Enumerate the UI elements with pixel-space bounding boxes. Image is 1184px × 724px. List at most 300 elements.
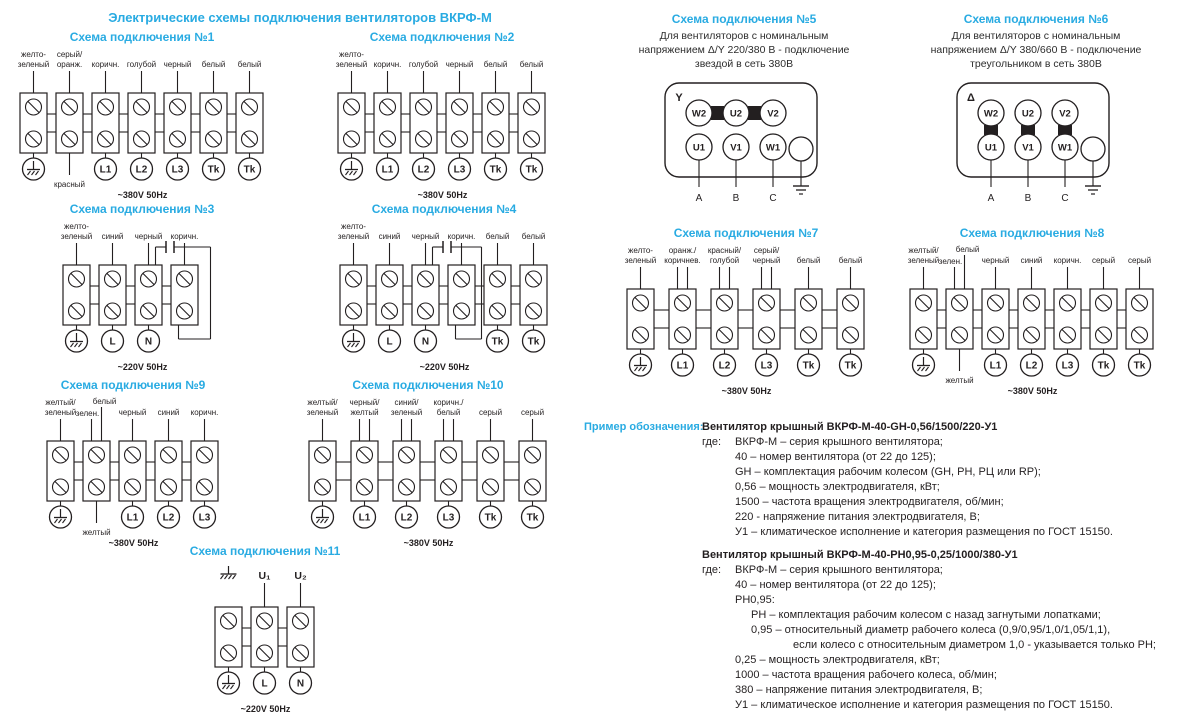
svg-text:зеленый: зеленый [17, 60, 49, 69]
screw-terminal-icon [674, 295, 690, 311]
screw-terminal-icon [800, 295, 816, 311]
scheme-8-title: Схема подключения №8 [959, 226, 1105, 240]
svg-text:Tk: Tk [1097, 360, 1109, 372]
screw-terminal-icon [196, 447, 212, 463]
terminal-L2 [157, 506, 179, 528]
svg-text:~380V 50Hz: ~380V 50Hz [403, 538, 453, 548]
terminal-L2 [395, 506, 417, 528]
svg-text:зеленый: зеленый [335, 60, 367, 69]
svg-text:B: B [1024, 193, 1032, 204]
screw-terminal-icon [487, 99, 503, 115]
screw-terminal-icon [160, 447, 176, 463]
terminal-L1 [94, 158, 116, 180]
scheme-2 [316, 30, 568, 205]
description-line: напряжением Δ/Y 220/380 В - подключение [638, 44, 850, 56]
example-label: Пример обозначения: [584, 421, 704, 433]
screw-terminal-icon [205, 131, 221, 147]
svg-text:~380V 50Hz: ~380V 50Hz [721, 386, 771, 396]
terminal-L2 [412, 158, 434, 180]
screw-terminal-icon [356, 479, 372, 495]
screw-terminal-icon [124, 479, 140, 495]
screw-terminal-icon [1131, 327, 1147, 343]
svg-text:U₁: U₁ [258, 570, 270, 582]
winding-bridge [711, 106, 724, 120]
example-block-2 [702, 548, 1184, 713]
description-line: напряжением Δ/Y 380/660 В - подключение [930, 44, 1142, 56]
svg-text:Tk: Tk [207, 164, 219, 176]
page-title: Электрические схемы подключения вентиляторов ВКРФ-М [108, 10, 492, 25]
screw-terminal-icon [97, 99, 113, 115]
svg-text:V1: V1 [1022, 142, 1034, 154]
screw-terminal-icon [951, 295, 967, 311]
scheme-2-svg [324, 47, 561, 205]
scheme-1-diagram [4, 47, 280, 205]
screw-terminal-icon [52, 479, 68, 495]
ground-terminal-icon [217, 672, 239, 694]
screw-terminal-icon [674, 327, 690, 343]
svg-text:B: B [732, 193, 740, 204]
terminal-Tk [486, 330, 508, 352]
svg-text:Δ: Δ [967, 92, 975, 104]
screw-terminal-icon [176, 303, 192, 319]
terminal-N [289, 672, 311, 694]
svg-text:желтый: желтый [81, 528, 111, 537]
designation-line: 40 – номер вентилятора (от 22 до 125); [735, 579, 936, 591]
designation-example [584, 420, 1184, 713]
screw-terminal-icon [525, 271, 541, 287]
screw-terminal-icon [417, 303, 433, 319]
screw-terminal-icon [124, 447, 140, 463]
svg-text:L3: L3 [198, 512, 210, 524]
svg-text:~380V 50Hz: ~380V 50Hz [417, 190, 467, 200]
screw-terminal-icon [88, 447, 104, 463]
screw-terminal-icon [314, 479, 330, 495]
scheme-1 [4, 30, 280, 205]
screw-terminal-icon [415, 99, 431, 115]
terminal-Tk [520, 158, 542, 180]
svg-text:желтый: желтый [349, 408, 379, 417]
terminal-Tk [797, 354, 819, 376]
terminal-Tk [202, 158, 224, 180]
scheme-5-title: Схема подключения №5 [671, 12, 817, 26]
screw-terminal-icon [314, 447, 330, 463]
svg-text:черный: черный [163, 60, 191, 69]
svg-text:серый: серый [1091, 256, 1115, 265]
screw-terminal-icon [1095, 327, 1111, 343]
svg-text:Y: Y [675, 92, 683, 104]
svg-text:коричн.: коричн. [1053, 256, 1081, 265]
svg-text:~220V 50Hz: ~220V 50Hz [240, 704, 290, 714]
ground-terminal-icon [49, 506, 71, 528]
screw-terminal-icon [52, 447, 68, 463]
screw-terminal-icon [104, 303, 120, 319]
screw-terminal-icon [140, 271, 156, 287]
screw-terminal-icon [25, 99, 41, 115]
svg-text:белый: белый [436, 408, 460, 417]
screw-terminal-icon [1131, 295, 1147, 311]
capacitor-icon [432, 241, 481, 265]
scheme-1-title: Схема подключения №1 [69, 30, 215, 44]
scheme-5-diagram [598, 79, 890, 211]
svg-text:A: A [695, 193, 703, 204]
svg-text:L3: L3 [1061, 360, 1073, 372]
svg-text:N: N [421, 336, 429, 348]
screw-terminal-icon [169, 99, 185, 115]
svg-text:U1: U1 [984, 142, 998, 154]
ground-terminal-icon [311, 506, 333, 528]
svg-text:Tk: Tk [489, 164, 501, 176]
svg-text:голубой: голубой [709, 256, 739, 265]
terminal-L [378, 330, 400, 352]
screw-terminal-icon [104, 271, 120, 287]
scheme-4-title: Схема подключения №4 [371, 202, 517, 216]
scheme-5-description [598, 29, 890, 71]
svg-text:зелен.: зелен. [75, 409, 99, 418]
terminal-L3 [193, 506, 215, 528]
description-line: Для вентиляторов с номинальным [951, 30, 1121, 42]
winding-bridge [748, 106, 761, 120]
screw-terminal-icon [440, 479, 456, 495]
svg-text:белый: белый [485, 232, 509, 241]
svg-text:L2: L2 [718, 360, 730, 372]
screw-terminal-icon [758, 295, 774, 311]
svg-text:зеленый: зеленый [624, 256, 656, 265]
svg-text:W1: W1 [765, 142, 781, 154]
svg-text:L1: L1 [381, 164, 393, 176]
svg-text:черный: черный [134, 232, 162, 241]
svg-text:синий/: синий/ [393, 398, 419, 407]
terminal-Tk [484, 158, 506, 180]
terminal-L1 [376, 158, 398, 180]
screw-terminal-icon [482, 447, 498, 463]
screw-terminal-icon [256, 645, 272, 661]
svg-text:W2: W2 [983, 108, 999, 120]
svg-text:серый: серый [1127, 256, 1151, 265]
svg-text:желтый/: желтый/ [306, 398, 338, 407]
svg-text:серый: серый [520, 408, 544, 417]
svg-text:оранж./: оранж./ [668, 246, 696, 255]
scheme-10-svg [295, 395, 562, 553]
screw-terminal-icon [915, 295, 931, 311]
designation-line: 1500 – частота вращения электродвигателя, об/мин; [735, 496, 1004, 508]
svg-text:V1: V1 [730, 142, 742, 154]
svg-text:L3: L3 [760, 360, 772, 372]
terminal-N [414, 330, 436, 352]
svg-text:синий: синий [101, 232, 123, 241]
scheme-10 [290, 378, 566, 553]
svg-text:L1: L1 [989, 360, 1001, 372]
designation-line: ВКРФ-М – серия крышного вентилятора; [735, 564, 943, 576]
designation-line: 0,95 – относительный диаметр рабочего колеса (0,9/0,95/1,0/1,05/1,1), [751, 624, 1111, 636]
svg-text:L2: L2 [162, 512, 174, 524]
capacitor-icon [155, 241, 210, 265]
scheme-6-svg [945, 79, 1127, 211]
svg-text:оранж.: оранж. [56, 60, 82, 69]
designation-line: У1 – климатическое исполнение и категория размещения по ГОСТ 15150. [735, 699, 1113, 711]
svg-text:черный: черный [445, 60, 473, 69]
screw-terminal-icon [256, 613, 272, 629]
screw-terminal-icon [451, 131, 467, 147]
svg-text:U2: U2 [1021, 108, 1035, 120]
terminal-Tk [839, 354, 861, 376]
description-line: звездой в сеть 380В [694, 58, 794, 70]
terminal-L1 [353, 506, 375, 528]
screw-terminal-icon [356, 447, 372, 463]
screw-terminal-icon [292, 613, 308, 629]
screw-terminal-icon [800, 327, 816, 343]
screw-terminal-icon [987, 295, 1003, 311]
terminal-L3 [437, 506, 459, 528]
screw-terminal-icon [1095, 295, 1111, 311]
screw-terminal-icon [379, 131, 395, 147]
terminal-Tk [522, 330, 544, 352]
terminal-Tk [1092, 354, 1114, 376]
svg-text:зеленый: зеленый [44, 408, 76, 417]
svg-text:~220V 50Hz: ~220V 50Hz [117, 362, 167, 372]
screw-terminal-icon [133, 99, 149, 115]
svg-text:Tk: Tk [802, 360, 814, 372]
screw-terminal-icon [951, 327, 967, 343]
scheme-9-diagram [8, 395, 258, 553]
svg-text:L2: L2 [1025, 360, 1037, 372]
svg-text:коричн.: коричн. [170, 232, 198, 241]
scheme-7 [598, 226, 894, 401]
designation-line: 220 - напряжение питания электродвигателя, В; [735, 511, 980, 523]
screw-terminal-icon [343, 131, 359, 147]
svg-text:L2: L2 [135, 164, 147, 176]
svg-text:V2: V2 [767, 108, 779, 120]
terminal-L [101, 330, 123, 352]
screw-terminal-icon [196, 479, 212, 495]
scheme-3 [16, 202, 268, 377]
terminal-Tk [1128, 354, 1150, 376]
ground-terminal-icon [629, 354, 651, 376]
svg-text:L2: L2 [417, 164, 429, 176]
example-title: Вентилятор крышный ВКРФ-М-40-GH-0,56/1500/220-У1 [702, 421, 998, 433]
designation-line: 1000 – частота вращения рабочего колеса, об/мин; [735, 669, 997, 681]
svg-text:Tk: Tk [844, 360, 856, 372]
screw-terminal-icon [842, 327, 858, 343]
scheme-6-description [890, 29, 1182, 71]
ground-terminal-circle [789, 137, 813, 161]
screw-terminal-icon [489, 303, 505, 319]
svg-text:белый: белый [92, 397, 116, 406]
svg-text:белый: белый [483, 60, 507, 69]
svg-text:L: L [108, 336, 116, 348]
screw-terminal-icon [523, 131, 539, 147]
svg-text:L: L [260, 678, 268, 690]
svg-text:Tk: Tk [491, 336, 503, 348]
scheme-2-diagram [316, 47, 568, 205]
screw-terminal-icon [398, 479, 414, 495]
ground-terminal-icon [342, 330, 364, 352]
designation-line: У1 – климатическое исполнение и категория размещения по ГОСТ 15150. [735, 526, 1113, 538]
scheme-6-diagram [890, 79, 1182, 211]
svg-text:красный/: красный/ [707, 246, 741, 255]
svg-text:желто-: желто- [20, 50, 46, 59]
screw-terminal-icon [453, 271, 469, 287]
svg-text:коричн.: коричн. [91, 60, 119, 69]
svg-text:зеленый: зеленый [306, 408, 338, 417]
designation-line: ВКРФ-М – серия крышного вентилятора; [735, 436, 943, 448]
svg-text:L1: L1 [99, 164, 111, 176]
svg-text:~380V 50Hz: ~380V 50Hz [108, 538, 158, 548]
screw-terminal-icon [68, 271, 84, 287]
scheme-10-title: Схема подключения №10 [352, 378, 504, 392]
screw-terminal-icon [398, 447, 414, 463]
screw-terminal-icon [415, 131, 431, 147]
svg-text:черный: черный [981, 256, 1009, 265]
svg-text:~380V 50Hz: ~380V 50Hz [1007, 386, 1057, 396]
designation-line: РН0,95: [735, 594, 775, 606]
svg-text:голубой: голубой [126, 60, 156, 69]
svg-text:белый: белый [519, 60, 543, 69]
screw-terminal-icon [220, 613, 236, 629]
svg-text:коричн.: коричн. [447, 232, 475, 241]
terminal-L3 [166, 158, 188, 180]
scheme-3-title: Схема подключения №3 [69, 202, 215, 216]
designation-line: 0,25 – мощность электродвигателя, кВт; [735, 654, 940, 666]
svg-text:U1: U1 [692, 142, 706, 154]
screw-terminal-icon [25, 131, 41, 147]
example-lines [735, 435, 1184, 540]
screw-terminal-icon [842, 295, 858, 311]
designation-line: 0,56 – мощность электродвигателя, кВт; [735, 481, 940, 493]
svg-text:L2: L2 [400, 512, 412, 524]
screw-terminal-icon [205, 99, 221, 115]
terminal-Tk [521, 506, 543, 528]
svg-text:N: N [296, 678, 304, 690]
screw-terminal-icon [758, 327, 774, 343]
scheme-8-svg [896, 243, 1169, 401]
svg-text:желто-: желто- [340, 222, 366, 231]
terminal-L2 [1020, 354, 1042, 376]
screw-terminal-icon [716, 327, 732, 343]
svg-text:A: A [987, 193, 995, 204]
screw-terminal-icon [61, 99, 77, 115]
svg-text:черный/: черный/ [349, 398, 379, 407]
svg-text:L1: L1 [126, 512, 138, 524]
svg-text:желтый/: желтый/ [44, 398, 76, 407]
svg-text:желто-: желто- [338, 50, 364, 59]
svg-text:серый: серый [478, 408, 502, 417]
ground-icon [1085, 186, 1101, 194]
terminal-L2 [713, 354, 735, 376]
terminal-L3 [448, 158, 470, 180]
svg-text:W1: W1 [1057, 142, 1073, 154]
scheme-4-diagram [318, 219, 570, 377]
scheme-6 [890, 12, 1182, 211]
screw-terminal-icon [133, 131, 149, 147]
where-label: где: [702, 564, 722, 576]
screw-terminal-icon [379, 99, 395, 115]
svg-text:желтый: желтый [944, 376, 974, 385]
svg-text:~380V 50Hz: ~380V 50Hz [117, 190, 167, 200]
svg-text:Tk: Tk [527, 336, 539, 348]
scheme-11 [130, 544, 400, 719]
screw-terminal-icon [140, 303, 156, 319]
svg-text:U2: U2 [729, 108, 743, 120]
svg-text:белый: белый [796, 256, 820, 265]
screw-terminal-icon [716, 295, 732, 311]
designation-line: РН – комплектация рабочим колесом с назад загнутыми лопатками; [751, 609, 1101, 621]
svg-text:Tk: Tk [484, 512, 496, 524]
ground-icon [220, 566, 236, 579]
svg-text:C: C [1061, 193, 1069, 204]
svg-text:N: N [144, 336, 152, 348]
designation-line: 380 – напряжение питания электродвигателя, В; [735, 684, 983, 696]
screw-terminal-icon [632, 295, 648, 311]
svg-text:коричнев.: коричнев. [663, 256, 701, 265]
screw-terminal-icon [1023, 295, 1039, 311]
svg-text:белый: белый [201, 60, 225, 69]
terminal-Tk [238, 158, 260, 180]
svg-text:синий: синий [1020, 256, 1042, 265]
terminal-L1 [121, 506, 143, 528]
svg-text:белый: белый [237, 60, 261, 69]
scheme-7-svg [613, 243, 880, 401]
svg-text:белый: белый [838, 256, 862, 265]
scheme-3-diagram [16, 219, 268, 377]
screw-terminal-icon [525, 303, 541, 319]
terminal-L3 [755, 354, 777, 376]
scheme-11-svg [201, 561, 330, 719]
description-line: треугольником в сеть 380В [970, 58, 1102, 70]
ground-terminal-circle [1081, 137, 1105, 161]
screw-terminal-icon [524, 447, 540, 463]
svg-text:синий: синий [157, 408, 179, 417]
screw-terminal-icon [632, 327, 648, 343]
scheme-3-svg [49, 219, 236, 377]
svg-text:V2: V2 [1059, 108, 1071, 120]
screw-terminal-icon [451, 99, 467, 115]
screw-terminal-icon [241, 99, 257, 115]
svg-text:Tk: Tk [526, 512, 538, 524]
scheme-5 [598, 12, 890, 211]
ground-terminal-icon [22, 158, 44, 180]
description-line: Для вентиляторов с номинальным [659, 30, 829, 42]
svg-text:белый: белый [521, 232, 545, 241]
svg-text:Tk: Tk [243, 164, 255, 176]
terminal-L1 [984, 354, 1006, 376]
scheme-8 [882, 226, 1182, 401]
screw-terminal-icon [345, 271, 361, 287]
screw-terminal-icon [292, 645, 308, 661]
screw-terminal-icon [1059, 295, 1075, 311]
example-block-1 [702, 420, 1184, 540]
scheme-4-svg [326, 219, 563, 377]
terminal-L2 [130, 158, 152, 180]
screw-terminal-icon [487, 131, 503, 147]
terminal-L3 [1056, 354, 1078, 376]
screw-terminal-icon [417, 271, 433, 287]
scheme-2-title: Схема подключения №2 [369, 30, 515, 44]
scheme-9 [8, 378, 258, 553]
screw-terminal-icon [381, 303, 397, 319]
svg-text:синий: синий [378, 232, 400, 241]
designation-line: 40 – номер вентилятора (от 22 до 125); [735, 451, 936, 463]
svg-text:красный: красный [53, 180, 85, 189]
svg-text:серый/: серый/ [56, 50, 82, 59]
svg-text:зеленый: зеленый [390, 408, 422, 417]
screw-terminal-icon [915, 327, 931, 343]
screw-terminal-icon [489, 271, 505, 287]
screw-terminal-icon [482, 479, 498, 495]
screw-terminal-icon [160, 479, 176, 495]
svg-text:~220V 50Hz: ~220V 50Hz [419, 362, 469, 372]
svg-text:белый: белый [955, 245, 979, 254]
scheme-4 [318, 202, 570, 377]
